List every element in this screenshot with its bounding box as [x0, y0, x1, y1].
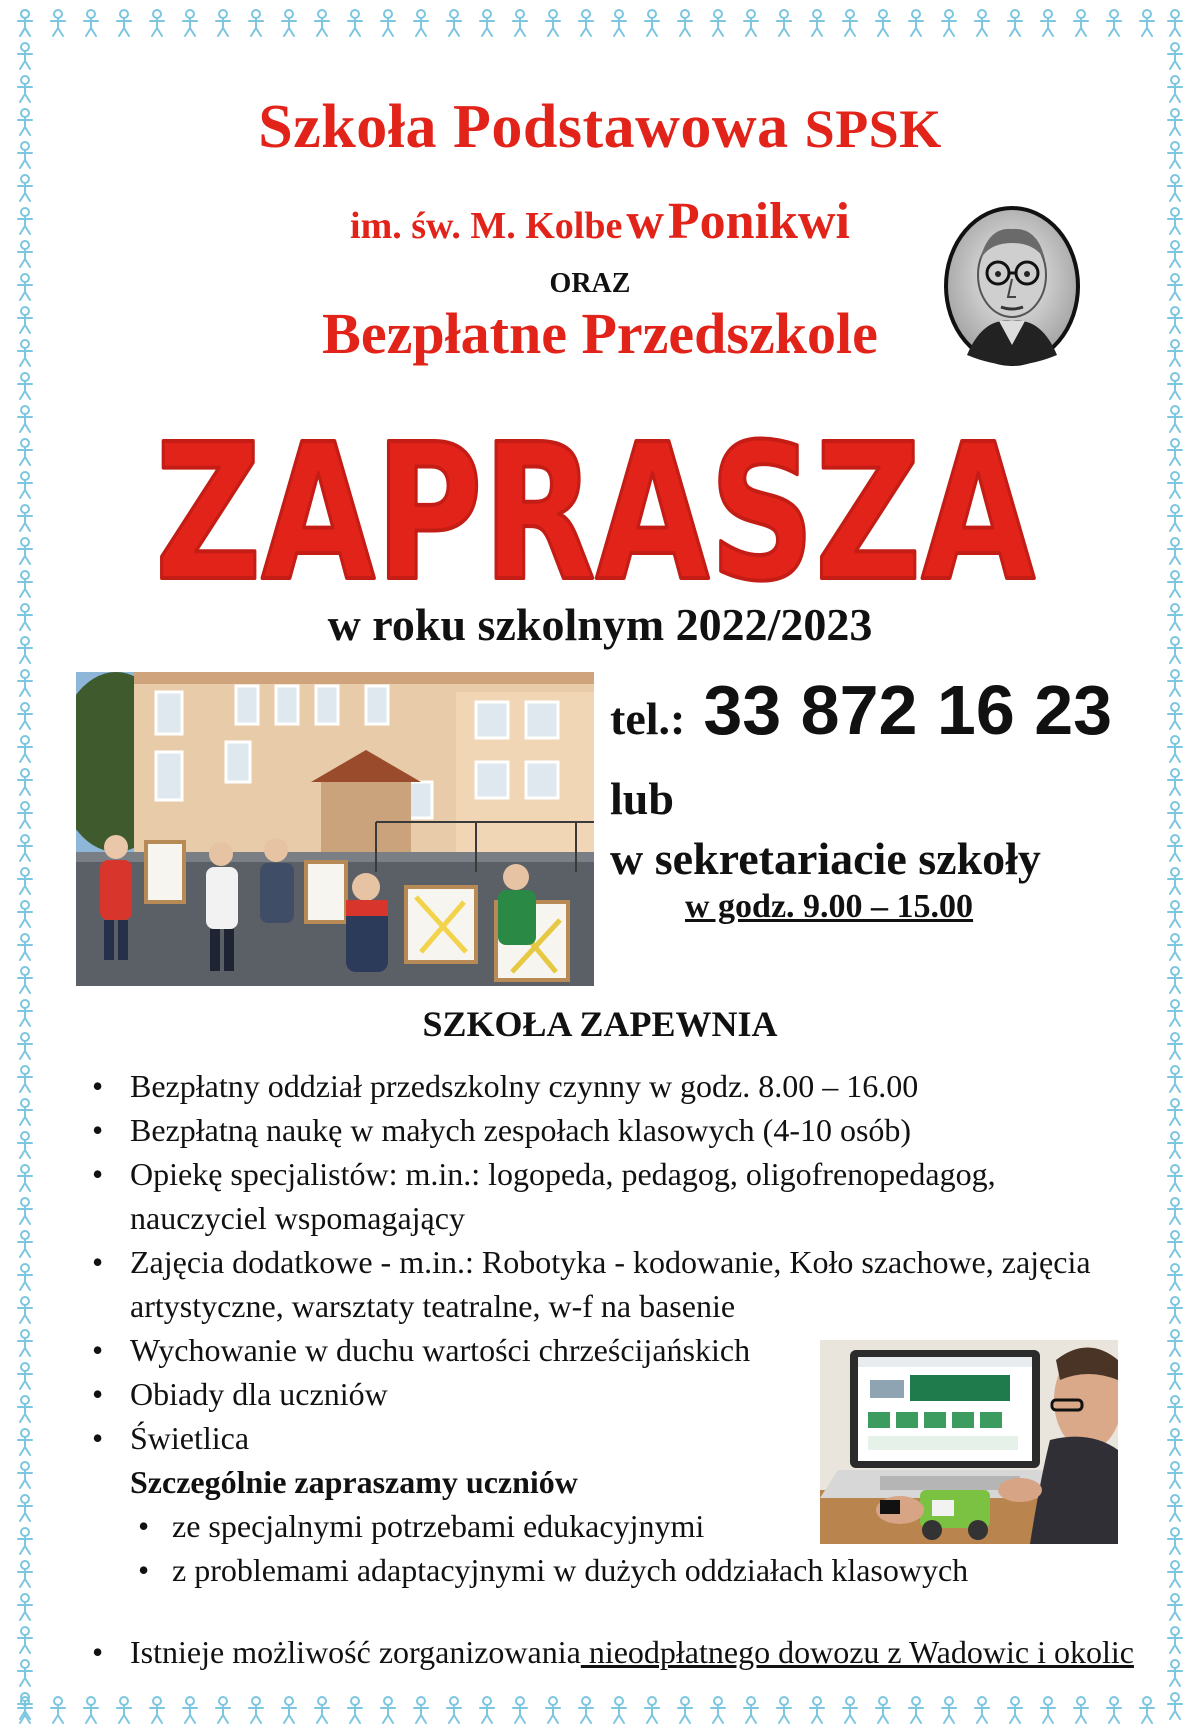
- transport-prefix: Istnieje możliwość zorganizowania: [130, 1634, 581, 1670]
- portrait-icon: [943, 205, 1081, 367]
- bullet-icon: •: [92, 1634, 104, 1670]
- invite-headline-text: ZAPRASZA: [155, 420, 1035, 610]
- special-heading: Szczególnie zapraszamy uczniów: [130, 1464, 578, 1500]
- school-year-line: w roku szkolnym 2022/2023: [327, 599, 873, 650]
- phone-label: tel.:: [610, 693, 686, 744]
- town-name: Ponikwi: [667, 193, 850, 250]
- list-item: [92, 1240, 1130, 1328]
- patron-prefix: im. św. M. Kolbe: [350, 205, 623, 247]
- list-item: • z problemami adaptacyjnymi w dużych oddziałach klasowych: [130, 1548, 1142, 1592]
- school-name-suffix: SPSK: [804, 99, 942, 159]
- decorative-border-left: [8, 6, 42, 1727]
- list-item: • Obiady dla uczniów: [92, 1372, 1142, 1416]
- list-item: • ze specjalnymi potrzebami edukacyjnymi: [130, 1504, 1142, 1548]
- decorative-border-bottom: [8, 1693, 1192, 1727]
- phone-number[interactable]: 33 872 16 23: [703, 671, 1113, 749]
- list-item-text: Opiekę specjalistów: m.in.: logopeda, pedagog, oligofrenopedagog, nauczyciel wspomagający: [130, 1156, 996, 1236]
- school-photo: [76, 672, 594, 986]
- patron-line: [280, 192, 920, 251]
- robotics-photo: [820, 1340, 1118, 1544]
- list-item: • Bezpłatny oddział przedszkolny czynny w godz. 8.00 – 16.00: [92, 1064, 1142, 1108]
- list-item: • Wychowanie w duchu wartości chrześcijańskich: [92, 1328, 1142, 1372]
- school-name-main: Szkoła Podstawowa: [258, 93, 789, 161]
- invite-headline: [140, 420, 1050, 610]
- secretariat-line: w sekretariacie szkoły: [610, 833, 1041, 884]
- office-hours: w godz. 9.00 – 15.00: [685, 888, 974, 925]
- patron-w: w: [626, 193, 664, 250]
- oraz-label: ORAZ: [549, 268, 631, 299]
- list-item: [92, 1152, 1130, 1240]
- transport-underlined: nieodpłatnego dowozu z Wadowic i okolic: [580, 1634, 1134, 1670]
- preschool-title: Bezpłatne Przedszkole: [322, 301, 878, 366]
- or-label: lub: [610, 773, 674, 824]
- list-item-text: Zajęcia dodatkowe - m.in.: Robotyka - kodowanie, Koło szachowe, zajęcia artystyczne, warsztaty teatralne, w-f na basenie: [130, 1244, 1091, 1324]
- school-title: [80, 92, 1120, 163]
- provides-heading: SZKOŁA ZAPEWNIA: [422, 1004, 778, 1044]
- transport-note: [92, 1634, 1152, 1671]
- decorative-border-top: [8, 6, 1192, 40]
- phone-line: [610, 670, 1112, 750]
- list-item: • Świetlica: [92, 1416, 1142, 1460]
- decorative-border-right: [1158, 6, 1192, 1727]
- list-item: • Bezpłatną naukę w małych zespołach klasowych (4-10 osób): [92, 1108, 1142, 1152]
